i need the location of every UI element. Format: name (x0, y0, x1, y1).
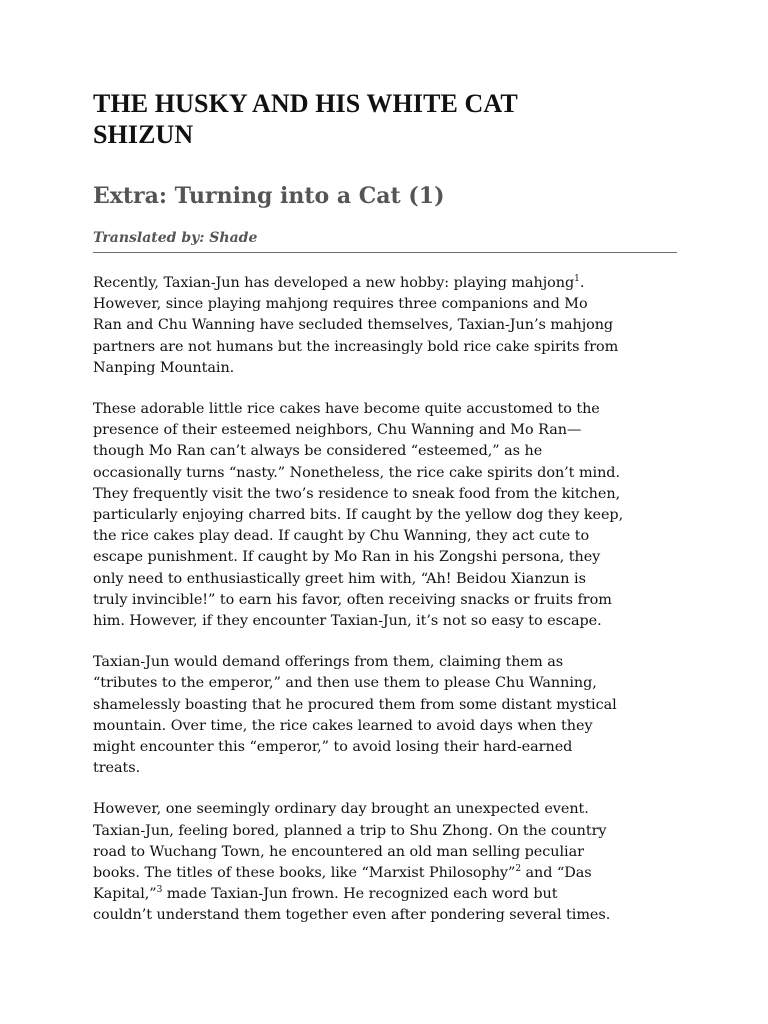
body-text (93, 273, 683, 927)
line-text: road to Wuchang Town, he encountered an old man selling peculiar (93, 843, 584, 860)
text-line (93, 673, 683, 694)
text-line (93, 484, 683, 505)
line-text: the rice cakes play dead. If caught by Chu Wanning, they act cute to (93, 528, 590, 545)
line-text-after: made Taxian-Jun frown. He recognized each word but (162, 886, 558, 903)
line-text-after: and “Das (521, 865, 592, 882)
line-text: only need to enthusiastically greet him with, “Ah! Beidou Xianzun is (93, 570, 586, 587)
line-text: treats. (93, 760, 141, 777)
text-line (93, 611, 683, 632)
book-title-line: SHIZUN (93, 120, 194, 149)
text-line (93, 294, 683, 315)
text-line (93, 441, 683, 462)
line-text: truly invincible!” to earn his favor, often receiving snacks or fruits from (93, 591, 612, 608)
line-text: presence of their esteemed neighbors, Chu Wanning and Mo Ran— (93, 422, 582, 439)
text-line (93, 758, 683, 779)
line-text: couldn’t understand them together even after pondering several times. (93, 907, 611, 924)
text-line (93, 799, 683, 820)
line-text: They frequently visit the two’s residence to sneak food from the kitchen, (93, 485, 621, 502)
text-line (93, 884, 683, 905)
chapter-title: Extra: Turning into a Cat (1) (93, 183, 445, 209)
translator-credit: Translated by: Shade (93, 228, 677, 253)
line-text: Taxian-Jun, feeling bored, planned a trip to Shu Zhong. On the country (93, 822, 607, 839)
line-text: However, one seemingly ordinary day brought an unexpected event. (93, 801, 589, 818)
line-text: him. However, if they encounter Taxian-Jun, it’s not so easy to escape. (93, 613, 602, 630)
text-line (93, 695, 683, 716)
text-line (93, 315, 683, 336)
line-text: occasionally turns “nasty.” Nonetheless, the rice cake spirits don’t mind. (93, 464, 620, 481)
book-title (93, 88, 683, 150)
line-text: shamelessly boasting that he procured them from some distant mystical (93, 696, 617, 713)
text-line (93, 273, 683, 294)
text-line (93, 821, 683, 842)
text-line (93, 842, 683, 863)
paragraph (93, 399, 683, 632)
line-text: “tributes to the emperor,” and then use them to please Chu Wanning, (93, 675, 597, 692)
text-line (93, 863, 683, 884)
line-text: Taxian-Jun would demand offerings from them, claiming them as (93, 654, 564, 671)
line-text: mountain. Over time, the rice cakes learned to avoid days when they (93, 717, 593, 734)
line-text: particularly enjoying charred bits. If caught by the yellow dog they keep, (93, 507, 624, 524)
text-line (93, 358, 683, 379)
text-line (93, 420, 683, 441)
footnote-marker[interactable]: 3 (156, 885, 163, 896)
line-text: These adorable little rice cakes have become quite accustomed to the (93, 401, 600, 418)
text-line (93, 590, 683, 611)
line-text: though Mo Ran can’t always be considered “esteemed,” as he (93, 443, 543, 460)
line-text: escape punishment. If caught by Mo Ran in his Zongshi persona, they (93, 549, 601, 566)
text-line (93, 337, 683, 358)
line-text: Kapital,” (93, 886, 157, 903)
line-text: However, since playing mahjong requires three companions and Mo (93, 296, 588, 313)
text-line (93, 505, 683, 526)
text-line (93, 716, 683, 737)
text-line (93, 569, 683, 590)
text-line (93, 547, 683, 568)
document-page (93, 88, 683, 947)
paragraph (93, 652, 683, 779)
text-line (93, 463, 683, 484)
book-title-line: THE HUSKY AND HIS WHITE CAT (93, 89, 518, 118)
footnote-marker[interactable]: 2 (515, 864, 521, 875)
line-text: partners are not humans but the increasingly bold rice cake spirits from (93, 338, 619, 355)
line-text-after: . (579, 275, 585, 291)
line-text: books. The titles of these books, like “Marxist Philosophy” (93, 865, 516, 882)
text-line (93, 905, 683, 926)
paragraph (93, 273, 683, 379)
line-text: Ran and Chu Wanning have secluded themselves, Taxian-Jun’s mahjong (93, 317, 614, 334)
paragraph (93, 799, 683, 926)
text-line (93, 652, 683, 673)
text-line (93, 526, 683, 547)
text-line (93, 399, 683, 420)
text-line (93, 737, 683, 758)
footnote-marker[interactable]: 1 (574, 274, 580, 284)
line-text: Recently, Taxian-Jun has developed a new hobby: playing mahjong (93, 275, 575, 291)
line-text: might encounter this “emperor,” to avoid losing their hard-earned (93, 739, 573, 756)
line-text: Nanping Mountain. (93, 359, 235, 376)
